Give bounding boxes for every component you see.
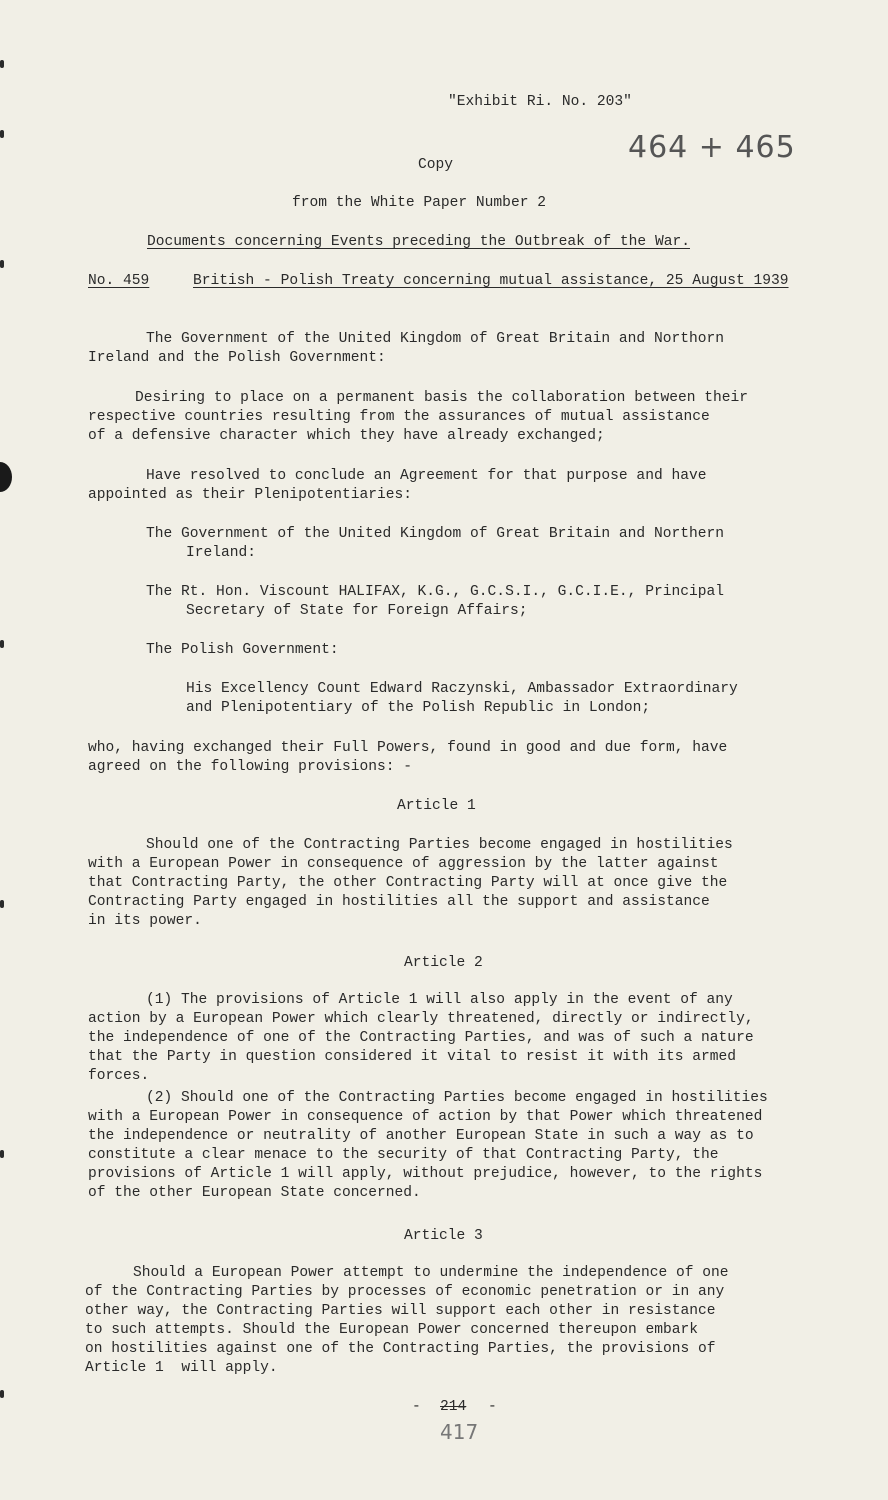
article-heading: Article 2 [404,955,483,971]
article-line: Should a European Power attempt to undermine the independence of one [133,1265,729,1281]
article-line: with a European Power in consequence of aggression by the latter against [88,856,719,872]
preamble-line: respective countries resulting from the assurances of mutual assistance [88,409,710,425]
article-line: the independence or neutrality of another European State in such a way as to [88,1128,754,1144]
article-line: that the Party in question considered it vital to resist it with its armed [88,1049,737,1065]
preamble-line: Desiring to place on a permanent basis the collaboration between their [135,390,749,406]
article-line: (2) Should one of the Contracting Parties become engaged in hostilities [146,1090,768,1106]
article-line: Should one of the Contracting Parties become engaged in hostilities [146,837,733,853]
article-line: action by a European Power which clearly threatened, directly or indirectly, [88,1011,754,1027]
article-line: Contracting Party engaged in hostilities all the support and assistance [88,894,710,910]
binding-mark [0,640,4,648]
article-line: that Contracting Party, the other Contracting Party will at once give the [88,875,728,891]
article-line: of the Contracting Parties by processes of economic penetration or in any [85,1284,725,1300]
exhibit-number: "Exhibit Ri. No. 203" [448,94,632,110]
article-line: forces. [88,1068,150,1084]
plenipotentiary-line: Ireland: [186,545,257,561]
article-line: of the other European State concerned. [88,1185,421,1201]
preamble-line: The Government of the United Kingdom of Great Britain and Northorn [146,331,725,347]
article-line: constitute a clear menace to the security of that Contracting Party, the [88,1147,719,1163]
article-line: other way, the Contracting Parties will support each other in resistance [85,1303,716,1319]
page-number-dash: - [412,1399,421,1415]
article-heading: Article 3 [404,1228,483,1244]
article-line: with a European Power in consequence of action by that Power which threatened [88,1109,763,1125]
article-heading: Article 1 [397,798,476,814]
copy-label: Copy [418,157,454,173]
plenipotentiary-line: The Government of the United Kingdom of Great Britain and Northern [146,526,725,542]
document-title: British - Polish Treaty concerning mutual assistance, 25 August 1939 [193,273,789,289]
handwritten-page-ref: 464 + 465 [628,130,796,165]
preamble-line: appointed as their Plenipotentiaries: [88,487,413,503]
article-line: (1) The provisions of Article 1 will also apply in the event of any [146,992,733,1008]
article-line: the independence of one of the Contracting Parties, and was of such a nature [88,1030,754,1046]
binding-mark [0,130,4,138]
collection-title: Documents concerning Events preceding the Outbreak of the War. [147,234,690,250]
plenipotentiary-line: and Plenipotentiary of the Polish Republic in London; [186,700,651,716]
preamble-line: Have resolved to conclude an Agreement for that purpose and have [146,468,707,484]
binding-mark [0,260,4,268]
article-line: to such attempts. Should the European Power concerned thereupon embark [85,1322,699,1338]
preamble-line: who, having exchanged their Full Powers, found in good and due form, have [88,740,728,756]
plenipotentiary-line: His Excellency Count Edward Raczynski, Ambassador Extraordinary [186,681,738,697]
article-line: provisions of Article 1 will apply, without prejudice, however, to the rights [88,1166,763,1182]
article-line: Article 1 will apply. [85,1360,278,1376]
page-number-struck: 214 [440,1399,467,1415]
article-line: in its power. [88,913,202,929]
punch-hole [0,462,12,492]
binding-mark [0,60,4,68]
binding-mark [0,1390,4,1398]
article-line: on hostilities against one of the Contracting Parties, the provisions of [85,1341,716,1357]
page-number-dash: - [488,1399,497,1415]
binding-mark [0,900,4,908]
source-line: from the White Paper Number 2 [292,195,546,211]
plenipotentiary-line: The Rt. Hon. Viscount HALIFAX, K.G., G.C.S.I., G.C.I.E., Principal [146,584,725,600]
binding-mark [0,1150,4,1158]
plenipotentiary-line: The Polish Government: [146,642,339,658]
preamble-line: agreed on the following provisions: - [88,759,413,775]
document-number: No. 459 [88,273,150,289]
preamble-line: of a defensive character which they have already exchanged; [88,428,605,444]
handwritten-page-number: 417 [440,1420,479,1444]
plenipotentiary-line: Secretary of State for Foreign Affairs; [186,603,528,619]
preamble-line: Ireland and the Polish Government: [88,350,386,366]
